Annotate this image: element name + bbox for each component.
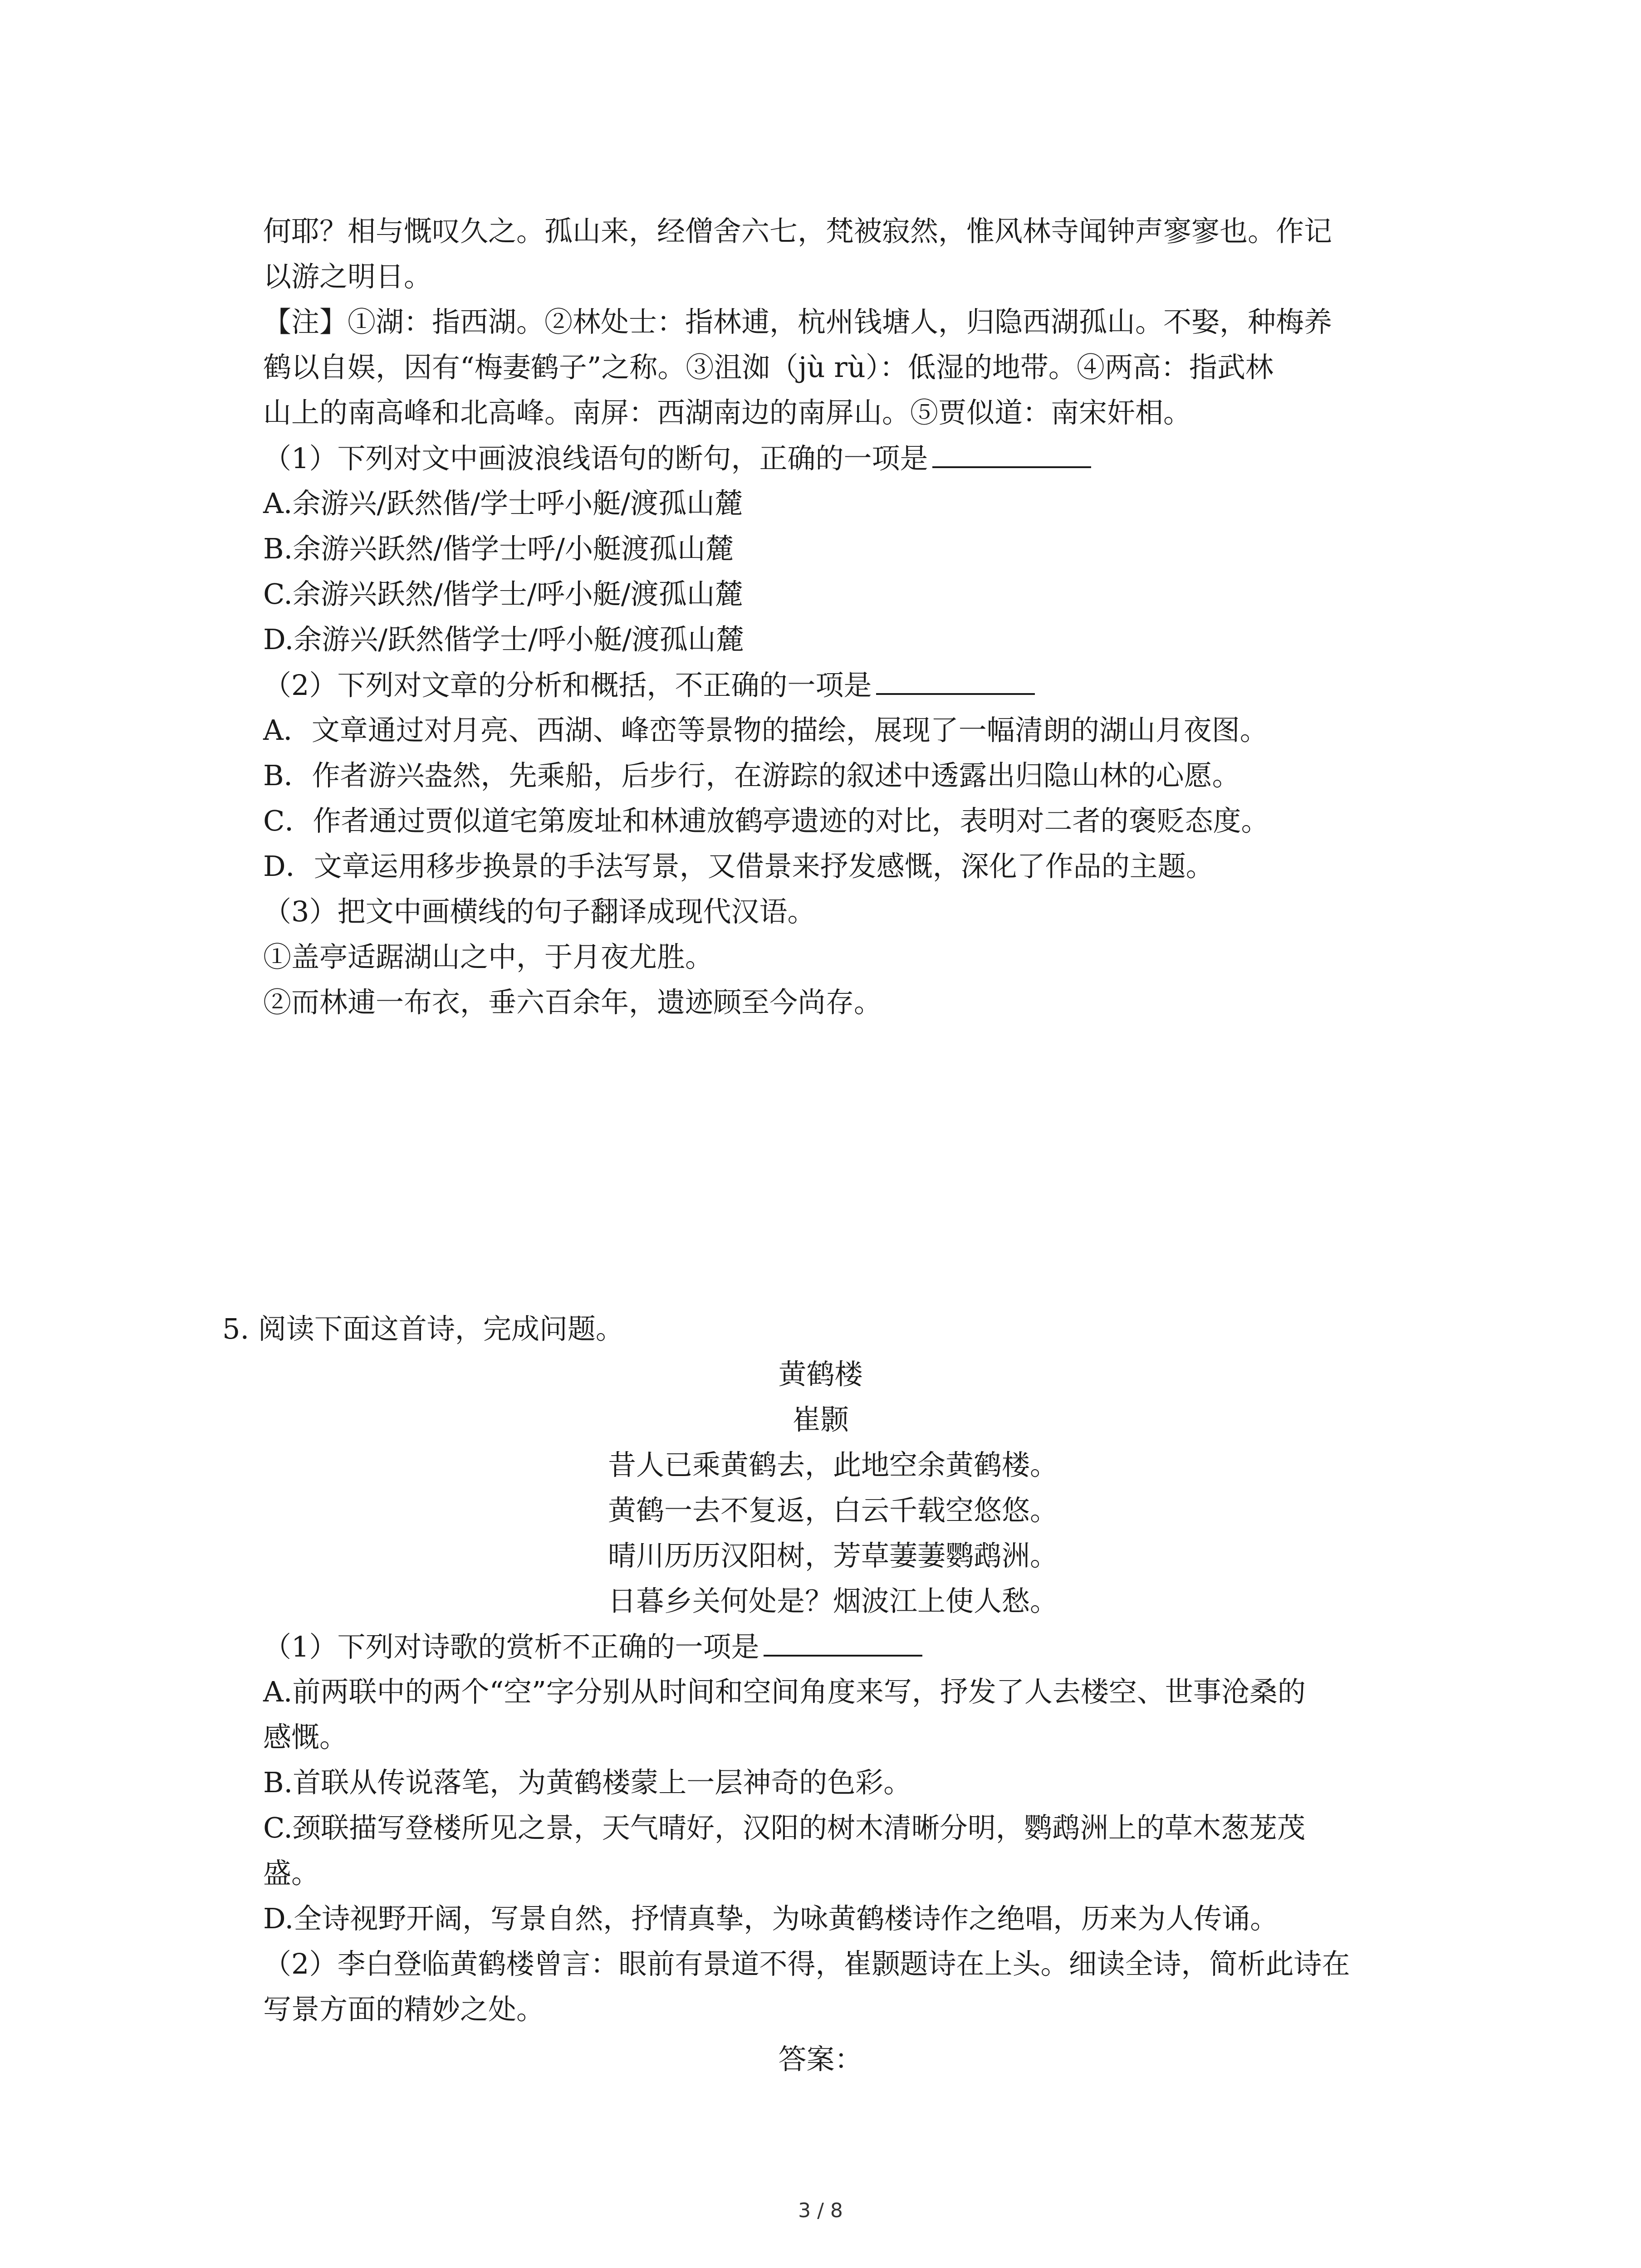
option-c: C.颈联描写登楼所见之景，天气晴好，汉阳的树木清晰分明，鹦鹉洲上的草木葱茏茂 [263,1811,1305,1844]
option-c: C.余游兴跃然/偕学士/呼小艇/渡孤山麓 [263,577,743,611]
option-b: B．作者游兴盎然，先乘船，后步行，在游踪的叙述中透露出归隐山林的心愿。 [263,759,1240,792]
question-stem: （2）李白登临黄鹤楼曾言：眼前有景道不得，崔颢题诗在上头。细读全诗，简析此诗在 [263,1947,1350,1980]
question-stem: （3）把文中画横线的句子翻译成现代汉语。 [263,895,816,928]
note-line: 鹤以自娱，因有“梅妻鹤子”之称。③沮洳（jù rù）：低湿的地带。④两高：指武林 [263,351,1274,384]
option-a: A.余游兴/跃然偕/学士呼小艇/渡孤山麓 [263,487,743,520]
stem-text: （1）下列对文中画波浪线语句的断句，正确的一项是 [263,442,928,475]
translate-item: ②而林逋一布衣，垂六百余年，遗迹顾至今尚存。 [263,986,882,1019]
option-a-cont: 感慨。 [263,1721,348,1754]
option-b: B.余游兴跃然/偕学士呼/小艇渡孤山麓 [263,532,734,565]
answer-blank[interactable] [932,440,1091,468]
option-d: D．文章运用移步换景的手法写景，又借景来抒发感慨，深化了作品的主题。 [263,850,1214,883]
option-a: A.前两联中的两个“空”字分别从时间和空间角度来写，抒发了人去楼空、世事沧桑的 [263,1675,1306,1708]
option-d: D.全诗视野开阔，写景自然，抒情真挚，为咏黄鹤楼诗作之绝唱，历来为人传诵。 [263,1902,1279,1935]
option-d: D.余游兴/跃然偕学士/呼小艇/渡孤山麓 [263,623,744,656]
poem-line: 日暮乡关何处是？烟波江上使人愁。 [608,1584,1058,1618]
poem-title: 黄鹤楼 [778,1358,863,1391]
option-b: B.首联从传说落笔，为黄鹤楼蒙上一层神奇的色彩。 [263,1766,912,1799]
option-a: A．文章通过对月亮、西湖、峰峦等景物的描绘，展现了一幅清朗的湖山月夜图。 [263,714,1268,747]
poem-line: 昔人已乘黄鹤去，此地空余黄鹤楼。 [608,1448,1058,1481]
passage-line: 何耶？相与慨叹久之。孤山来，经僧舍六七，梵被寂然，惟风林寺闻钟声寥寥也。作记 [263,215,1332,248]
answer-label: 答案： [778,2043,863,2076]
question-stem-cont: 写景方面的精妙之处。 [263,1993,545,2026]
passage-line: 以游之明日。 [263,260,432,293]
poem-line: 晴川历历汉阳树，芳草萋萋鹦鹉洲。 [608,1539,1058,1572]
question-stem [263,1628,922,1665]
page-number: 3 / 8 [798,2199,843,2222]
option-c-cont: 盛。 [263,1857,320,1890]
stem-text: （2）下列对文章的分析和概括，不正确的一项是 [263,669,872,702]
answer-blank[interactable] [764,1628,922,1657]
question-intro: 5. 阅读下面这首诗，完成问题。 [222,1312,624,1345]
poem-line: 黄鹤一去不复返，白云千载空悠悠。 [608,1494,1058,1527]
translate-item: ①盖亭适踞湖山之中，于月夜尤胜。 [263,940,714,973]
poem-author: 崔颢 [792,1403,849,1436]
note-line: 山上的南高峰和北高峰。南屏：西湖南边的南屏山。⑤贾似道：南宋奸相。 [263,396,1192,429]
stem-text: （1）下列对诗歌的赏析不正确的一项是 [263,1630,759,1663]
question-stem [263,667,1035,704]
answer-blank[interactable] [876,667,1035,695]
option-c: C．作者通过贾似道宅第废址和林逋放鹤亭遗迹的对比，表明对二者的褒贬态度。 [263,804,1269,837]
note-line: 【注】①湖：指西湖。②林处士：指林逋，杭州钱塘人，归隐西湖孤山。不娶，种梅养 [263,305,1332,338]
question-stem [263,440,1091,477]
